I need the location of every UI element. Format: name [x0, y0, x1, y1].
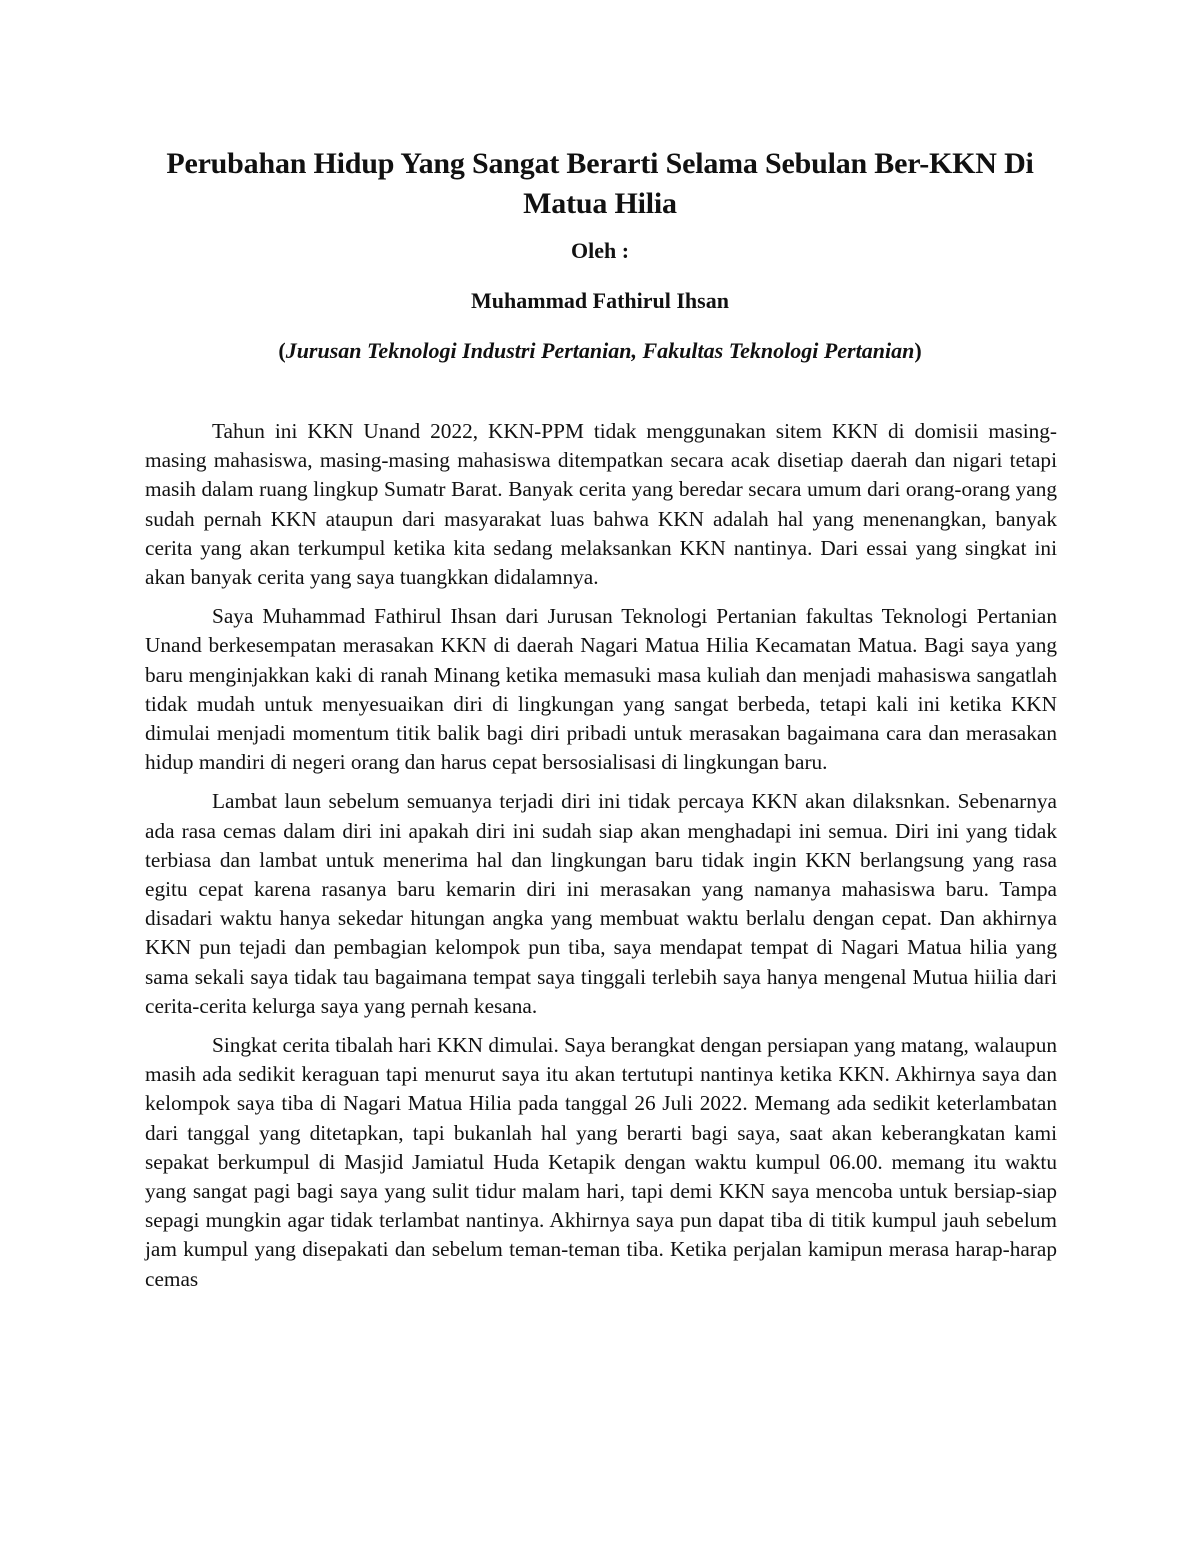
affiliation-text: Jurusan Teknologi Industri Pertanian, Fakultas Teknologi Pertanian — [285, 338, 915, 363]
paragraph-2: Saya Muhammad Fathirul Ihsan dari Jurusan Teknologi Pertanian fakultas Teknologi Pertanian Unand berkesempatan merasakan KKN di daerah Nagari Matua Hilia Kecamatan Matua. Bagi saya yang baru menginjakkan kaki di ranah Minang ketika memasuki masa kuliah dan menjadi mahasiswa sangatlah tidak mudah untuk menyesuaikan diri di lingkungan yang sangat berbeda, tetapi kali ini ketika KKN dimulai menjadi momentum titik balik bagi diri pribadi untuk merasakan bagaimana cara dan merasakan hidup mandiri di negeri orang dan harus cepat bersosialisasi di lingkungan baru. — [145, 604, 1057, 775]
paragraph-4: Singkat cerita tibalah hari KKN dimulai. Saya berangkat dengan persiapan yang matang, walaupun masih ada sedikit keraguan tapi menurut saya itu akan tertutupi nantinya ketika KKN. Akhirnya saya dan kelompok saya tiba di Nagari Matua Hilia pada tanggal 26 Juli 2022. Memang ada sedikit keterlambatan dari tanggal yang ditetapkan, tapi bukanlah hal yang berarti bagi saya, saat akan keberangkatan kami sepakat berkumpul di Masjid Jamiatul Huda Ketapik dengan waktu kumpul 06.00. memang itu waktu yang sangat pagi bagi saya yang sulit tidur malam hari, tapi demi KKN saya mencoba untuk bersiap-siap sepagi mungkin agar tidak terlambat nantinya. Akhirnya saya pun dapat tiba di titik kumpul jauh sebelum jam kumpul yang disepakati dan sebelum teman-teman tiba. Ketika perjalan kamipun merasa harap-harap cemas — [145, 1033, 1057, 1291]
document-header — [140, 144, 1060, 366]
author-affiliation — [140, 336, 1060, 366]
affiliation-close-paren: ) — [914, 338, 922, 363]
paragraph-1: Tahun ini KKN Unand 2022, KKN-PPM tidak menggunakan sitem KKN di domisii masing-masing mahasiswa, masing-masing mahasiswa ditempatkan secara acak disetiap daerah dan nigari tetapi masih dalam ruang lingkup Sumatr Barat. Banyak cerita yang beredar secara umum dari orang-orang yang sudah pernah KKN ataupun dari masyarakat luas bahwa KKN adalah hal yang menenangkan, banyak cerita yang akan terkumpul ketika kita sedang melaksankan KKN nantinya. Dari essai yang singkat ini akan banyak cerita yang saya tuangkkan didalamnya. — [145, 419, 1057, 590]
author-name: Muhammad Fathirul Ihsan — [471, 288, 729, 313]
paragraph-3: Lambat laun sebelum semuanya terjadi diri ini tidak percaya KKN akan dilaksnkan. Sebenarnya ada rasa cemas dalam diri ini apakah diri ini sudah siap akan menghadapi ini semua. Diri ini yang tidak terbiasa dan lambat untuk menerima hal dan lingkungan baru tidak ingin KKN berlangsung yang rasa egitu cepat karena rasanya baru kemarin diri ini merasakan yang namanya mahasiswa baru. Tampa disadari waktu hanya sekedar hitungan angka yang membuat waktu berlalu dengan cepat. Dan akhirnya KKN pun tejadi dan pembagian kelompok pun tiba, saya mendapat tempat di Nagari Matua hilia yang sama sekali saya tidak tau bagaimana tempat saya tinggali terlebih saya hanya mengenal Mutua hiilia dari cerita-cerita kelurga saya yang pernah kesana. — [145, 789, 1057, 1018]
document-body — [145, 417, 1057, 1304]
document-title: Perubahan Hidup Yang Sangat Berarti Selama Sebulan Ber-KKN Di Matua Hilia — [166, 147, 1034, 220]
by-label: Oleh : — [570, 238, 630, 263]
affiliation-open-paren: ( — [278, 338, 286, 363]
